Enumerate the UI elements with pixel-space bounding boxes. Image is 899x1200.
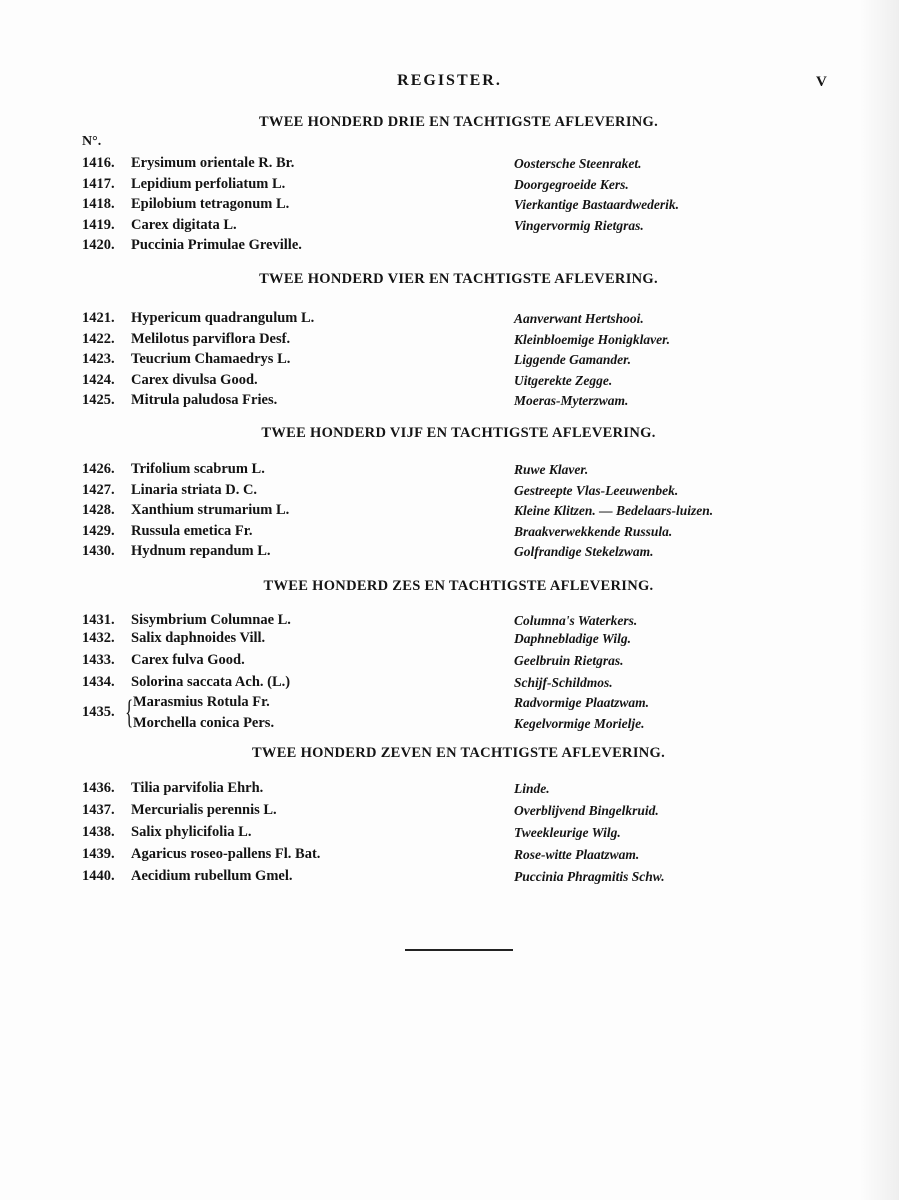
entry-number: 1428. [82, 502, 115, 518]
latin-name: Salix daphnoides Vill. [131, 630, 266, 646]
dutch-name: Liggende Gamander. [514, 352, 631, 367]
entry-number: 1440. [82, 868, 115, 884]
dutch-name: Schijf-Schildmos. [514, 675, 613, 690]
dutch-name: Braakverwekkende Russula. [514, 523, 673, 539]
entry-number: 1417. [82, 175, 115, 192]
dutch-name: Uitgerekte Zegge. [514, 372, 613, 388]
latin-name: Lepidium perfoliatum L. [131, 175, 286, 192]
list-item [0, 482, 899, 503]
entry-number: 1430. [82, 543, 115, 559]
latin-name: Mitrula paludosa Fries. [131, 392, 278, 408]
dutch-name: Gestreepte Vlas-Leeuwenbek. [514, 482, 679, 498]
entry-number: 1426. [82, 461, 115, 477]
list-item [0, 372, 899, 393]
page-title: REGISTER. [397, 72, 502, 89]
latin-name: Hypericum quadrangulum L. [131, 310, 315, 326]
number-column-label: N°. [82, 134, 102, 149]
dutch-name: Columna's Waterkers. [514, 613, 638, 628]
list-item [0, 674, 899, 694]
list-item [0, 155, 899, 176]
dutch-name: Kegelvormige Morielje. [514, 716, 645, 731]
section-284-rows [0, 310, 899, 413]
list-item [0, 868, 899, 890]
section-285-rows [0, 461, 899, 564]
section-283 [0, 114, 899, 131]
list-item [0, 824, 899, 846]
entry-number: 1421. [82, 310, 115, 326]
entry-number: 1434. [82, 674, 115, 690]
section-284 [0, 271, 899, 288]
section-heading: TWEE HONDERD ZEVEN EN TACHTIGSTE AFLEVERING. [251, 745, 666, 761]
entry-number: 1436. [82, 780, 115, 796]
section-heading: TWEE HONDERD DRIE EN TACHTIGSTE AFLEVERING. [258, 114, 659, 130]
list-item [0, 237, 899, 258]
latin-name: Aecidium rubellum Gmel. [131, 868, 293, 884]
section-287-rows [0, 780, 899, 890]
entry-number: 1432. [82, 630, 115, 646]
list-item [0, 310, 899, 331]
entry-number: 1427. [82, 481, 115, 498]
brace-glyph: { [125, 694, 134, 731]
dutch-name: Ruwe Klaver. [514, 462, 589, 477]
dutch-name: Kleinbloemige Honigklaver. [514, 331, 670, 347]
section-heading: TWEE HONDERD ZES EN TACHTIGSTE AFLEVERING. [263, 578, 654, 594]
entry-number: 1419. [82, 216, 115, 233]
latin-name: Xanthium strumarium L. [131, 502, 290, 518]
dutch-name: Puccinia Phragmitis Schw. [514, 869, 665, 884]
latin-name: Carex fulva Good. [131, 652, 245, 668]
dutch-name: Oostersche Steenraket. [514, 156, 642, 171]
list-item [0, 780, 899, 802]
latin-name: Carex divulsa Good. [131, 371, 258, 388]
latin-name: Linaria striata D. C. [131, 481, 258, 498]
entry-number: 1424. [82, 371, 115, 388]
dutch-name: Geelbruin Rietgras. [514, 653, 624, 668]
latin-name: Russula emetica Fr. [131, 522, 253, 539]
list-item [0, 543, 899, 564]
dutch-name: Doorgegroeide Kers. [514, 176, 629, 192]
entry-number: 1439. [82, 846, 115, 862]
latin-name: Puccinia Primulae Greville. [131, 237, 302, 253]
end-rule-divider [405, 949, 513, 951]
dutch-name: Moeras-Myterzwam. [514, 393, 629, 408]
dutch-name: Vingervormig Rietgras. [514, 217, 644, 233]
dutch-name: Aanverwant Hertshooi. [514, 311, 644, 326]
list-item [0, 351, 899, 372]
list-item [0, 612, 899, 630]
list-item [0, 176, 899, 197]
list-item-grouped [0, 694, 899, 736]
latin-name: Marasmius Rotula Fr. [133, 694, 270, 710]
list-item [0, 461, 899, 482]
section-286 [0, 578, 899, 595]
list-item [0, 392, 899, 413]
entry-number: 1431. [82, 612, 115, 628]
latin-name: Salix phylicifolia L. [131, 824, 252, 840]
latin-name: Solorina saccata Ach. (L.) [131, 674, 291, 690]
dutch-name: Overblijvend Bingelkruid. [514, 803, 659, 818]
entry-number: 1438. [82, 824, 115, 840]
latin-name: Agaricus roseo-pallens Fl. Bat. [131, 846, 321, 862]
list-item [0, 217, 899, 238]
list-item [0, 502, 899, 523]
section-287 [0, 745, 899, 762]
latin-name: Erysimum orientale R. Br. [131, 155, 295, 171]
section-285 [0, 425, 899, 442]
latin-name: Sisymbrium Columnae L. [131, 612, 291, 628]
latin-name: Carex digitata L. [131, 216, 237, 233]
latin-name: Epilobium tetragonum L. [131, 196, 290, 212]
dutch-name: Kleine Klitzen. — Bedelaars-luizen. [514, 503, 714, 518]
latin-name: Melilotus parviflora Desf. [131, 330, 291, 347]
latin-name: Tilia parvifolia Ehrh. [131, 780, 264, 796]
dutch-name: Rose-witte Plaatzwam. [514, 847, 640, 862]
dutch-name: Daphnebladige Wilg. [514, 631, 632, 646]
entry-number: 1437. [82, 802, 115, 818]
dutch-name: Golfrandige Stekelzwam. [514, 544, 654, 559]
section-283-rows [0, 155, 899, 258]
latin-name: Hydnum repandum L. [131, 543, 271, 559]
entry-number: 1416. [82, 155, 115, 171]
section-heading: TWEE HONDERD VIJF EN TACHTIGSTE AFLEVERING. [261, 425, 656, 441]
entry-number: 1425. [82, 392, 115, 408]
latin-name: Teucrium Chamaedrys L. [131, 351, 291, 367]
entry-number: 1422. [82, 330, 115, 347]
list-item [0, 652, 899, 674]
list-item [0, 196, 899, 217]
dutch-name: Linde. [514, 781, 550, 796]
list-item [0, 523, 899, 544]
section-286-rows [0, 612, 899, 736]
dutch-name: Radvormige Plaatzwam. [514, 695, 649, 710]
list-item [0, 846, 899, 868]
latin-name: Trifolium scabrum L. [131, 461, 265, 477]
entry-number: 1435. [82, 704, 115, 720]
list-item [0, 331, 899, 352]
dutch-name: Vierkantige Bastaardwederik. [514, 197, 680, 212]
list-item [0, 802, 899, 824]
latin-name: Mercurialis perennis L. [131, 802, 277, 818]
entry-number: 1423. [82, 351, 115, 367]
section-heading: TWEE HONDERD VIER EN TACHTIGSTE AFLEVERING. [259, 271, 658, 287]
page-number: V [816, 74, 827, 90]
entry-number: 1429. [82, 522, 115, 539]
entry-number: 1418. [82, 196, 115, 212]
entry-number: 1433. [82, 652, 115, 668]
list-item [0, 630, 899, 652]
latin-name: Morchella conica Pers. [133, 715, 275, 731]
dutch-name: Tweekleurige Wilg. [514, 825, 621, 840]
entry-number: 1420. [82, 237, 115, 253]
